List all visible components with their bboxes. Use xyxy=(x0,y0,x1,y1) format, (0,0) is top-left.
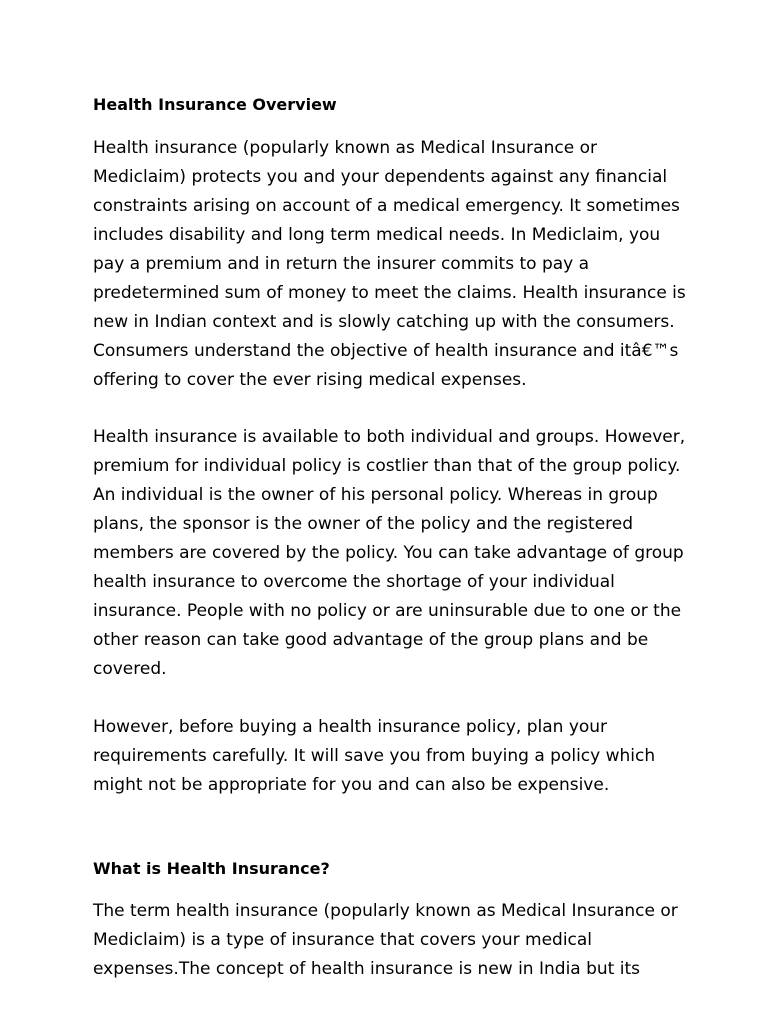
text-line: An individual is the owner of his personal policy. Whereas in group xyxy=(93,485,658,505)
text-line: plans, the sponsor is the owner of the policy and the registered xyxy=(93,514,634,534)
section-heading-overview: Health Insurance Overview xyxy=(93,95,337,114)
text-line: health insurance to overcome the shortage of your individual xyxy=(93,572,615,592)
text-line: Health insurance is available to both individual and groups. However, xyxy=(93,427,686,447)
text-line: The term health insurance (popularly known as Medical Insurance or xyxy=(93,901,678,921)
text-line: Health insurance (popularly known as Medical Insurance or xyxy=(93,138,597,158)
text-line: insurance. People with no policy or are uninsurable due to one or the xyxy=(93,601,682,621)
text-line: pay a premium and in return the insurer commits to pay a xyxy=(93,254,590,274)
text-line: Mediclaim) protects you and your dependents against any financial xyxy=(93,167,668,187)
text-line: However, before buying a health insurance policy, plan your xyxy=(93,717,608,737)
text-line: predetermined sum of money to meet the claims. Health insurance is xyxy=(93,283,686,303)
text-line: members are covered by the policy. You can take advantage of group xyxy=(93,543,684,563)
text-line: might not be appropriate for you and can also be expensive. xyxy=(93,775,610,795)
text-line: constraints arising on account of a medical emergency. It sometimes xyxy=(93,196,680,216)
text-line: covered. xyxy=(93,659,167,679)
text-line: premium for individual policy is costlier than that of the group policy. xyxy=(93,456,681,476)
text-line: offering to cover the ever rising medical expenses. xyxy=(93,370,527,390)
text-line: Consumers understand the objective of health insurance and itâ€™s xyxy=(93,341,679,361)
text-line: includes disability and long term medical needs. In Mediclaim, you xyxy=(93,225,661,245)
text-line: other reason can take good advantage of the group plans and be xyxy=(93,630,649,650)
text-line: Mediclaim) is a type of insurance that covers your medical xyxy=(93,930,593,950)
text-line: new in Indian context and is slowly catching up with the consumers. xyxy=(93,312,675,332)
text-line: requirements carefully. It will save you from buying a policy which xyxy=(93,746,656,766)
text-line: expenses.The concept of health insurance is new in India but its xyxy=(93,959,640,979)
section-heading-what-is: What is Health Insurance? xyxy=(93,859,330,878)
